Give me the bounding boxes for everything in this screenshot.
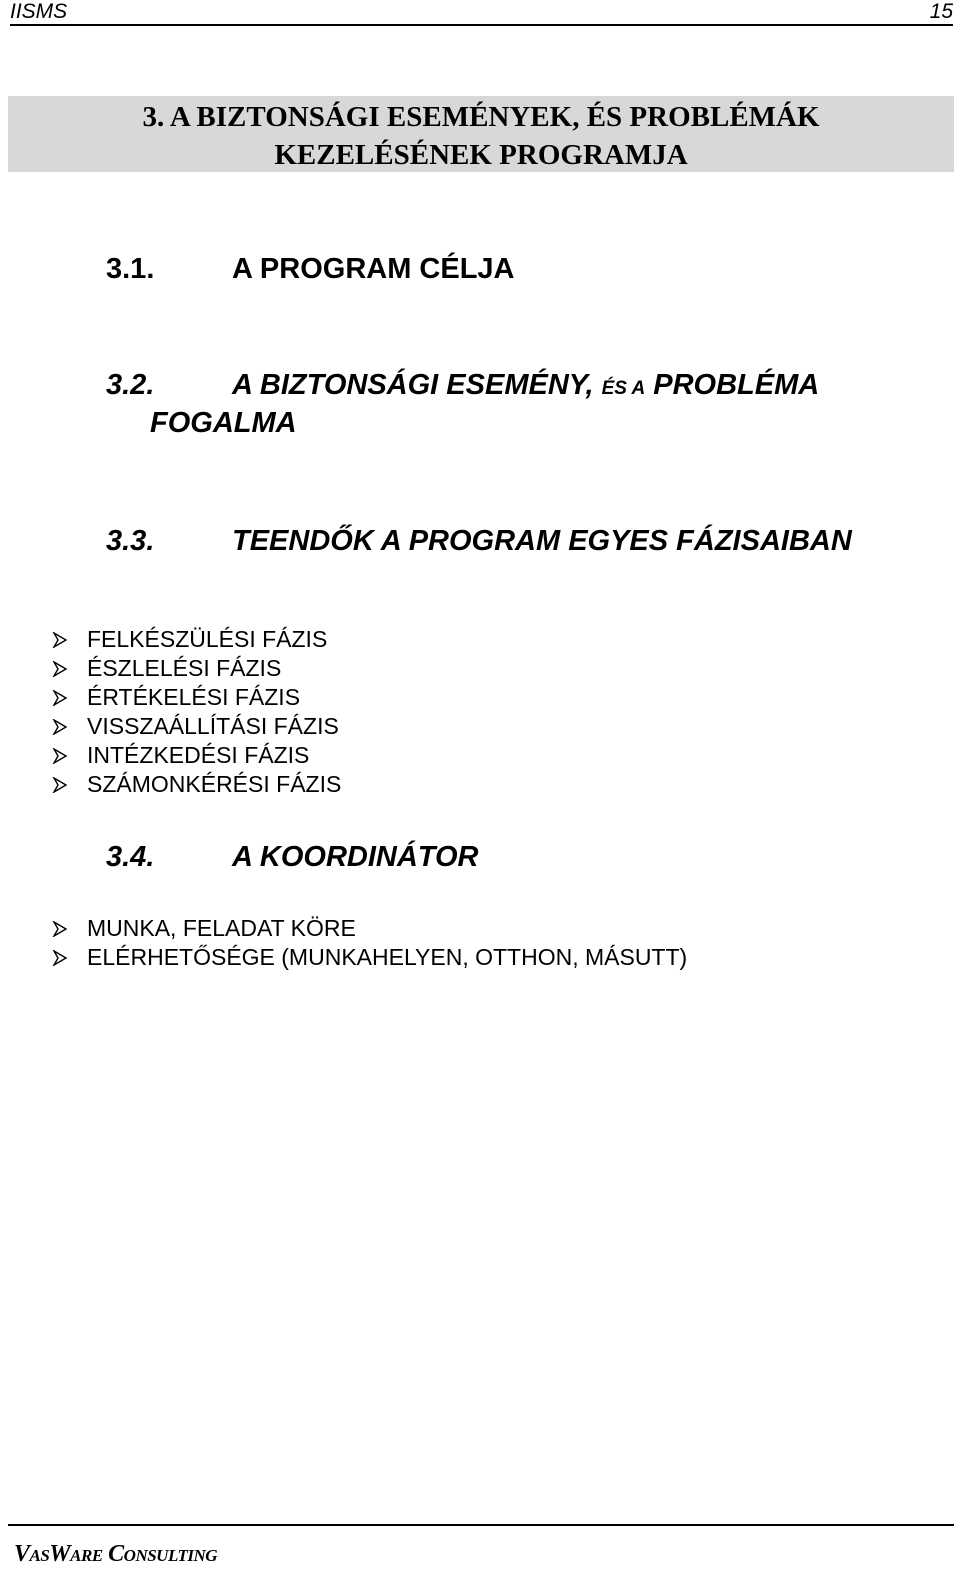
arrow-bullet-icon (52, 632, 68, 648)
page-header (10, 0, 953, 26)
arrow-bullet-icon (52, 950, 68, 966)
chapter-title-line-1: 3. A BIZTONSÁGI ESEMÉNYEK, ÉS PROBLÉMÁK (142, 101, 820, 133)
list-item-text: INTÉZKEDÉSI FÁZIS (87, 742, 310, 768)
list-item (50, 712, 341, 741)
chapter-heading-band (8, 96, 954, 172)
section-title: A KOORDINÁTOR (232, 841, 479, 873)
list-item (50, 741, 341, 770)
section-number: 3.1. (106, 253, 155, 285)
arrow-bullet-icon (52, 719, 68, 735)
list-item (50, 625, 341, 654)
phases-list (50, 625, 341, 799)
section-number: 3.4. (106, 841, 155, 873)
list-item-text: ÉSZLELÉSI FÁZIS (87, 655, 282, 681)
section-number: 3.2. (106, 369, 155, 401)
list-item-text: FELKÉSZÜLÉSI FÁZIS (87, 626, 328, 652)
coordinator-list (50, 914, 687, 972)
list-item (50, 770, 341, 799)
section-title (232, 366, 819, 408)
list-item-text: ÉRTÉKELÉSI FÁZIS (87, 684, 301, 710)
header-document-name: IISMS (10, 0, 68, 23)
section-heading-3-4 (106, 838, 906, 876)
section-number: 3.3. (106, 525, 155, 557)
chapter-title (8, 98, 954, 174)
chapter-title-line-2: KEZELÉSÉNEK PROGRAMJA (274, 139, 688, 171)
section-title: A PROGRAM CÉLJA (232, 253, 515, 285)
arrow-bullet-icon (52, 690, 68, 706)
list-item-text: ELÉRHETŐSÉGE (MUNKAHELYEN, OTTHON, MÁSUTT) (87, 944, 688, 970)
section-title: TEENDŐK A PROGRAM EGYES FÁZISAIBAN (232, 525, 852, 557)
list-item (50, 914, 687, 943)
section-heading-3-3 (106, 522, 946, 560)
section-title-small-caps: ÉS A (601, 378, 646, 399)
header-page-number: 15 (929, 0, 953, 23)
list-item-text: MUNKA, FELADAT KÖRE (87, 915, 356, 941)
list-item-text: SZÁMONKÉRÉSI FÁZIS (87, 771, 342, 797)
arrow-bullet-icon (52, 777, 68, 793)
section-title-continuation: FOGALMA (150, 407, 297, 439)
footer-brand: VasWare Consulting (14, 1541, 218, 1567)
arrow-bullet-icon (52, 921, 68, 937)
section-title-part-1: A BIZTONSÁGI ESEMÉNY, (232, 369, 602, 401)
list-item (50, 943, 687, 972)
arrow-bullet-icon (52, 748, 68, 764)
section-heading-3-2 (106, 366, 926, 442)
page-footer (8, 1524, 954, 1567)
list-item-text: VISSZAÁLLÍTÁSI FÁZIS (87, 713, 339, 739)
section-title-part-2: PROBLÉMA (645, 369, 820, 401)
list-item (50, 683, 341, 712)
list-item (50, 654, 341, 683)
section-heading-3-1 (106, 250, 906, 288)
arrow-bullet-icon (52, 661, 68, 677)
